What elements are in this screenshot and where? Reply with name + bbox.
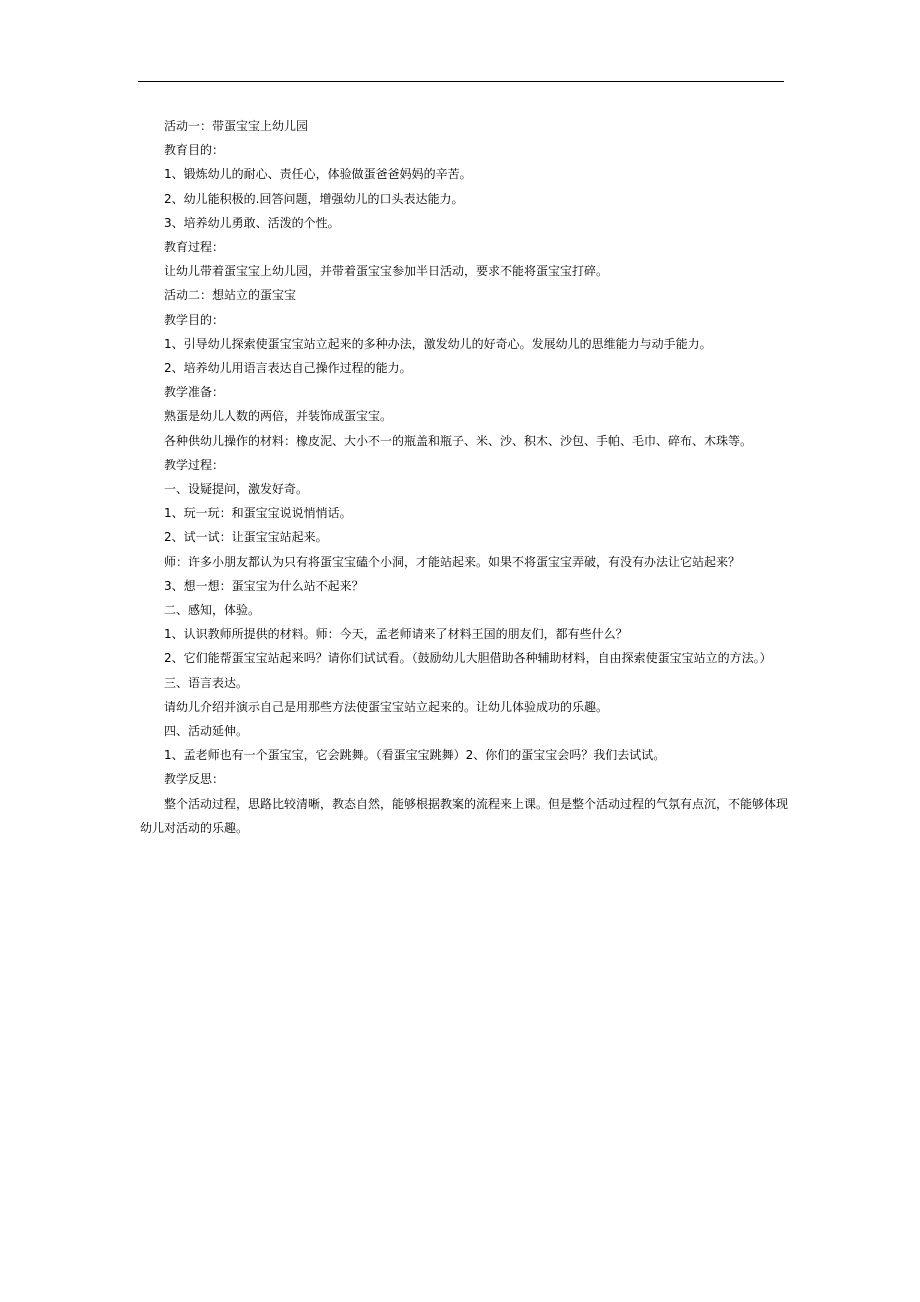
paragraph: 1、锻炼幼儿的耐心、责任心，体验做蛋爸爸妈妈的辛苦。 — [164, 167, 472, 182]
paragraph: 让幼儿带着蛋宝宝上幼儿园，并带着蛋宝宝参加半日活动，要求不能将蛋宝宝打碎。 — [164, 264, 609, 279]
paragraph: 活动二：想站立的蛋宝宝 — [164, 288, 297, 303]
paragraph: 3、想一想：蛋宝宝为什么站不起来？ — [164, 578, 364, 593]
paragraph: 一、设疑提问，激发好奇。 — [164, 482, 309, 497]
paragraph: 2、试一试：让蛋宝宝站起来。 — [164, 530, 328, 545]
paragraph: 四、活动延伸。 — [164, 724, 249, 739]
paragraph: 2、培养幼儿用语言表达自己操作过程的能力。 — [164, 361, 412, 376]
paragraph: 各种供幼儿操作的材料：橡皮泥、大小不一的瓶盖和瓶子、米、沙、积木、沙包、手帕、毛巾、碎布、木珠等。 — [164, 433, 753, 448]
paragraph: 教学过程： — [164, 457, 225, 472]
paragraph: 1、玩一玩：和蛋宝宝说说悄悄话。 — [164, 506, 352, 521]
paragraph: 整个活动过程，思路比较清晰，教态自然，能够根据教案的流程来上课。但是整个活动过程的气氛有点沉，不能够体现幼儿对活动的乐趣。 — [140, 796, 789, 835]
paragraph: 请幼儿介绍并演示自己是用那些方法使蛋宝宝站立起来的。让幼儿体验成功的乐趣。 — [164, 699, 609, 714]
paragraph: 师：许多小朋友都认为只有将蛋宝宝磕个小洞，才能站起来。如果不将蛋宝宝弄破，有没有办法让它站起来？ — [164, 554, 741, 569]
paragraph: 活动一：带蛋宝宝上幼儿园 — [164, 119, 309, 133]
paragraph: 1、认识教师所提供的材料。师：今天，孟老师请来了材料王国的朋友们，都有些什么？ — [164, 627, 628, 642]
paragraph: 3、培养幼儿勇敢、活泼的个性。 — [164, 215, 340, 230]
paragraph: 教学反思： — [164, 772, 225, 787]
paragraph: 二、感知，体验。 — [164, 603, 261, 618]
paragraph: 2、幼儿能积极的.回答问题，增强幼儿的口头表达能力。 — [164, 191, 464, 206]
paragraph: 教育目的： — [164, 143, 225, 158]
paragraph: 教学准备： — [164, 385, 225, 400]
paragraph: 1、孟老师也有一个蛋宝宝，它会跳舞。（看蛋宝宝跳舞）2、你们的蛋宝宝会吗？我们去试试。 — [164, 748, 666, 763]
paragraph: 1、引导幼儿探索使蛋宝宝站立起来的多种办法，激发幼儿的好奇心。发展幼儿的思维能力与动手能力。 — [164, 336, 712, 351]
header-rule — [138, 81, 784, 82]
document-body — [140, 114, 788, 840]
paragraph: 三、语言表达。 — [164, 675, 249, 690]
paragraph: 2、它们能帮蛋宝宝站起来吗？请你们试试看。（鼓励幼儿大胆借助各种辅助材料，自由探索使蛋宝宝站立的方法。） — [164, 651, 772, 666]
paragraph: 熟蛋是幼儿人数的两倍，并装饰成蛋宝宝。 — [164, 409, 393, 424]
paragraph: 教学目的： — [164, 312, 225, 327]
paragraph: 教育过程： — [164, 240, 225, 255]
